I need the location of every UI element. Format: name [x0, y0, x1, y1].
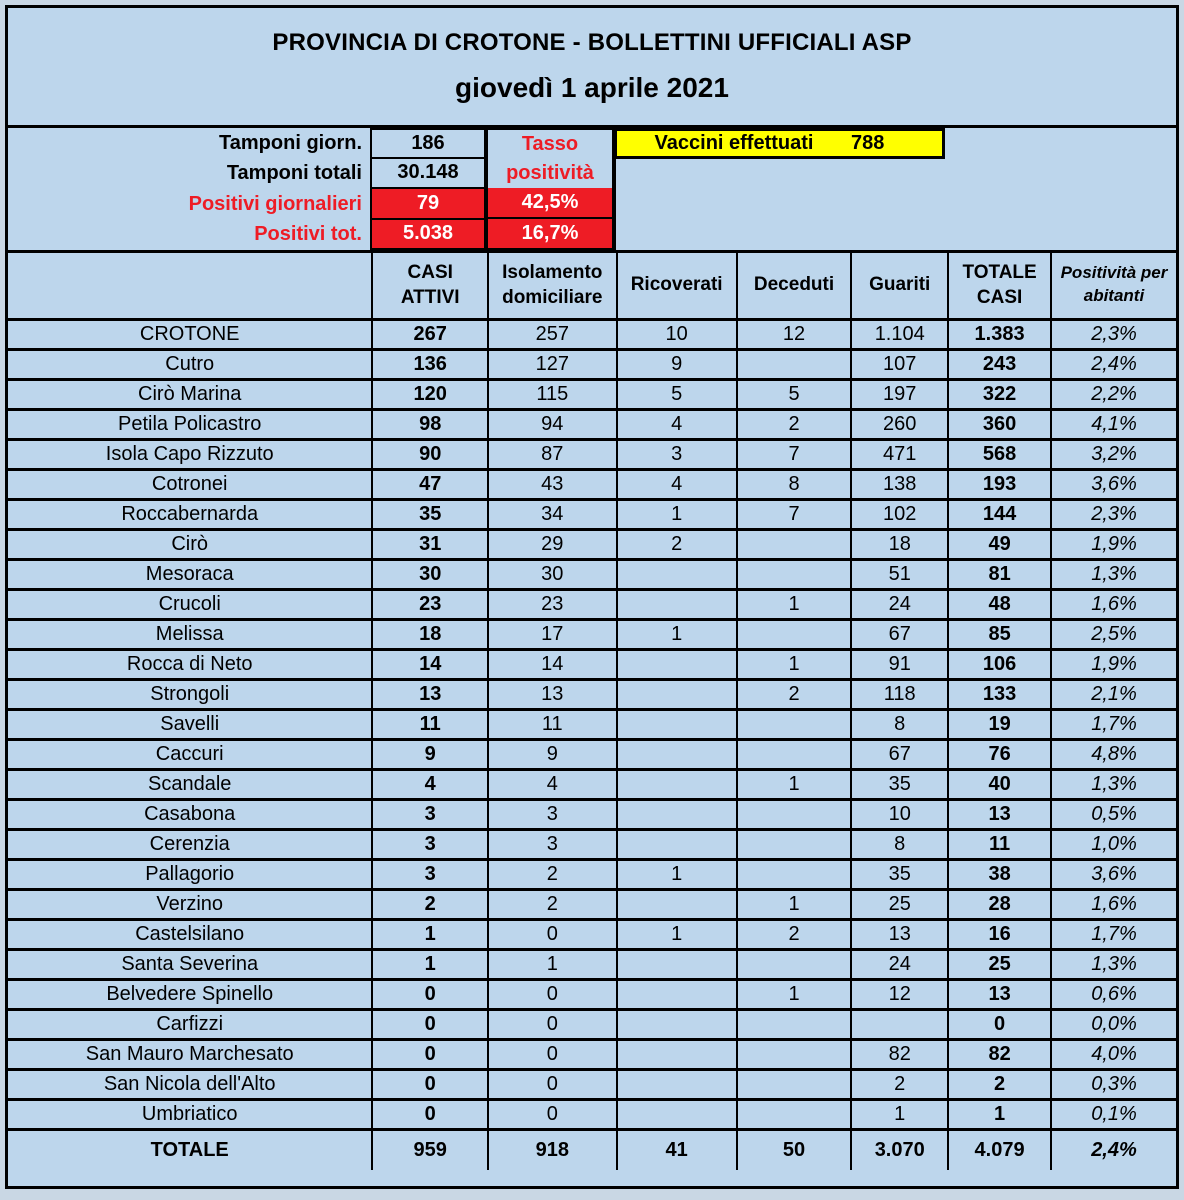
- data-cell: 8: [851, 829, 948, 859]
- municipality-name: Strongoli: [8, 679, 372, 709]
- data-cell: 19: [948, 709, 1051, 739]
- data-cell: 3: [372, 829, 488, 859]
- data-cell: [737, 949, 851, 979]
- municipality-name: Carfizzi: [8, 1009, 372, 1039]
- municipality-name: Cotronei: [8, 469, 372, 499]
- data-cell: [617, 769, 737, 799]
- data-cell: [617, 589, 737, 619]
- data-cell: [737, 859, 851, 889]
- municipality-name: San Nicola dell'Alto: [8, 1069, 372, 1099]
- table-row: [8, 529, 1176, 559]
- data-cell: 3: [488, 799, 616, 829]
- data-cell: 1,3%: [1051, 559, 1176, 589]
- data-cell: 197: [851, 379, 948, 409]
- municipality-name: Melissa: [8, 619, 372, 649]
- stats-block: [8, 125, 1176, 250]
- table-row: [8, 919, 1176, 949]
- data-cell: [617, 1099, 737, 1129]
- data-cell: 1: [617, 499, 737, 529]
- total-label: TOTALE: [8, 1129, 372, 1170]
- data-cell: 3: [488, 829, 616, 859]
- municipality-name: Cerenzia: [8, 829, 372, 859]
- data-cell: 2,3%: [1051, 319, 1176, 349]
- data-cell: 30: [488, 559, 616, 589]
- data-cell: 25: [948, 949, 1051, 979]
- data-cell: 8: [737, 469, 851, 499]
- data-cell: 1,6%: [1051, 589, 1176, 619]
- data-cell: 4: [372, 769, 488, 799]
- positivi-tot-label: Positivi tot.: [254, 223, 362, 246]
- tamponi-giorn-value: 186: [370, 128, 486, 159]
- data-cell: 76: [948, 739, 1051, 769]
- municipality-name: Isola Capo Rizzuto: [8, 439, 372, 469]
- table-header-row: [8, 253, 1176, 319]
- data-cell: 3,2%: [1051, 439, 1176, 469]
- data-cell: 9: [488, 739, 616, 769]
- data-cell: 87: [488, 439, 616, 469]
- data-cell: 1,6%: [1051, 889, 1176, 919]
- data-cell: 257: [488, 319, 616, 349]
- data-cell: 30: [372, 559, 488, 589]
- data-cell: 133: [948, 679, 1051, 709]
- data-cell: 91: [851, 649, 948, 679]
- data-cell: 16: [948, 919, 1051, 949]
- data-cell: [737, 709, 851, 739]
- table-row: [8, 649, 1176, 679]
- data-cell: [737, 799, 851, 829]
- data-cell: 8: [851, 709, 948, 739]
- data-cell: 0,0%: [1051, 1009, 1176, 1039]
- data-cell: 115: [488, 379, 616, 409]
- column-header-positivita: Positività per abitanti: [1051, 253, 1176, 319]
- tasso-totale-value: 16,7%: [488, 217, 612, 248]
- table-row: [8, 409, 1176, 439]
- data-cell: [617, 979, 737, 1009]
- data-cell: 0: [948, 1009, 1051, 1039]
- vaccini-box: [614, 128, 945, 159]
- data-cell: 3: [372, 799, 488, 829]
- table-row: [8, 589, 1176, 619]
- total-deceduti: 50: [737, 1129, 851, 1170]
- data-cell: 4: [617, 469, 737, 499]
- municipality-name: Savelli: [8, 709, 372, 739]
- total-positivita: 2,4%: [1051, 1129, 1176, 1170]
- total-ricoverati: 41: [617, 1129, 737, 1170]
- data-cell: 2: [737, 409, 851, 439]
- table-row: [8, 469, 1176, 499]
- data-cell: 267: [372, 319, 488, 349]
- data-cell: 243: [948, 349, 1051, 379]
- data-cell: 1: [737, 889, 851, 919]
- positivi-giornalieri-value: 79: [370, 187, 486, 220]
- data-cell: 35: [851, 859, 948, 889]
- data-cell: [737, 739, 851, 769]
- table-row: [8, 379, 1176, 409]
- column-header-guariti: Guariti: [851, 253, 948, 319]
- municipality-name: Crucoli: [8, 589, 372, 619]
- data-cell: 0: [488, 1009, 616, 1039]
- municipality-name: CROTONE: [8, 319, 372, 349]
- data-cell: [617, 739, 737, 769]
- municipality-name: Verzino: [8, 889, 372, 919]
- data-cell: 12: [851, 979, 948, 1009]
- data-cell: 14: [372, 649, 488, 679]
- data-cell: 2,1%: [1051, 679, 1176, 709]
- data-cell: 18: [372, 619, 488, 649]
- data-cell: 11: [948, 829, 1051, 859]
- data-cell: 2,3%: [1051, 499, 1176, 529]
- positivi-tot-value: 5.038: [370, 218, 486, 251]
- bulletin-date: giovedì 1 aprile 2021: [455, 72, 729, 103]
- column-header-ricoverati: Ricoverati: [617, 253, 737, 319]
- data-cell: 0: [372, 1009, 488, 1039]
- data-cell: 2: [488, 859, 616, 889]
- municipality-name: Santa Severina: [8, 949, 372, 979]
- municipality-name: Mesoraca: [8, 559, 372, 589]
- data-cell: 13: [488, 679, 616, 709]
- data-cell: 17: [488, 619, 616, 649]
- table-row: [8, 799, 1176, 829]
- data-cell: [737, 619, 851, 649]
- data-cell: 67: [851, 619, 948, 649]
- data-cell: 10: [851, 799, 948, 829]
- table-row: [8, 739, 1176, 769]
- table-row: [8, 319, 1176, 349]
- municipality-name: Pallagorio: [8, 859, 372, 889]
- data-cell: 144: [948, 499, 1051, 529]
- data-cell: 1: [617, 859, 737, 889]
- cases-table-wrap: [8, 250, 1176, 1170]
- municipality-name: Belvedere Spinello: [8, 979, 372, 1009]
- data-cell: 1: [617, 619, 737, 649]
- data-cell: 107: [851, 349, 948, 379]
- tasso-label-line1: Tasso: [521, 133, 579, 155]
- table-row: [8, 439, 1176, 469]
- table-header: [8, 253, 1176, 319]
- municipality-name: Casabona: [8, 799, 372, 829]
- data-cell: 40: [948, 769, 1051, 799]
- tasso-label-line2: positività: [506, 162, 594, 184]
- data-cell: [617, 1039, 737, 1069]
- data-cell: [737, 829, 851, 859]
- data-cell: 1,3%: [1051, 769, 1176, 799]
- data-cell: 34: [488, 499, 616, 529]
- data-cell: [617, 709, 737, 739]
- data-cell: [617, 559, 737, 589]
- table-row: [8, 949, 1176, 979]
- data-cell: 260: [851, 409, 948, 439]
- data-cell: 31: [372, 529, 488, 559]
- data-cell: 0: [372, 1039, 488, 1069]
- data-cell: 0: [488, 1039, 616, 1069]
- data-cell: [737, 1009, 851, 1039]
- data-cell: 5: [737, 379, 851, 409]
- municipality-name: Castelsilano: [8, 919, 372, 949]
- data-cell: 35: [851, 769, 948, 799]
- table-row: [8, 709, 1176, 739]
- data-cell: 2: [948, 1069, 1051, 1099]
- total-row: [8, 1129, 1176, 1170]
- data-cell: 2: [488, 889, 616, 919]
- data-cell: 0,3%: [1051, 1069, 1176, 1099]
- column-header-deceduti: Deceduti: [737, 253, 851, 319]
- data-cell: 10: [617, 319, 737, 349]
- data-cell: 51: [851, 559, 948, 589]
- data-cell: 82: [948, 1039, 1051, 1069]
- data-cell: 3: [617, 439, 737, 469]
- data-cell: 13: [851, 919, 948, 949]
- data-cell: 13: [948, 979, 1051, 1009]
- cases-table: [8, 253, 1176, 1170]
- municipality-name: Umbriatico: [8, 1099, 372, 1129]
- municipality-name: Petila Policastro: [8, 409, 372, 439]
- municipality-name: Caccuri: [8, 739, 372, 769]
- bulletin-title: PROVINCIA DI CROTONE - BOLLETTINI UFFICIALI ASP: [272, 29, 912, 56]
- data-cell: 4,1%: [1051, 409, 1176, 439]
- data-cell: 13: [372, 679, 488, 709]
- data-cell: 12: [737, 319, 851, 349]
- data-cell: 102: [851, 499, 948, 529]
- data-cell: [617, 829, 737, 859]
- data-cell: 2: [737, 679, 851, 709]
- data-cell: 568: [948, 439, 1051, 469]
- table-row: [8, 349, 1176, 379]
- data-cell: [851, 1009, 948, 1039]
- municipality-name: Cutro: [8, 349, 372, 379]
- data-cell: 82: [851, 1039, 948, 1069]
- data-cell: 193: [948, 469, 1051, 499]
- data-cell: [737, 559, 851, 589]
- stats-divider: [614, 159, 945, 251]
- data-cell: 11: [488, 709, 616, 739]
- vaccini-label: Vaccini effettuati: [654, 131, 814, 154]
- data-cell: 471: [851, 439, 948, 469]
- total-guariti: 3.070: [851, 1129, 948, 1170]
- data-cell: 48: [948, 589, 1051, 619]
- data-cell: 1: [737, 769, 851, 799]
- data-cell: 9: [617, 349, 737, 379]
- data-cell: [617, 649, 737, 679]
- tamponi-giorn-label: Tamponi giorn.: [219, 131, 362, 154]
- data-cell: 7: [737, 439, 851, 469]
- data-cell: [737, 1099, 851, 1129]
- data-cell: 47: [372, 469, 488, 499]
- data-cell: 3,6%: [1051, 469, 1176, 499]
- table-row: [8, 1009, 1176, 1039]
- municipality-name: Roccabernarda: [8, 499, 372, 529]
- municipality-name: Cirò: [8, 529, 372, 559]
- data-cell: 1: [617, 919, 737, 949]
- data-cell: 23: [488, 589, 616, 619]
- data-cell: [617, 949, 737, 979]
- data-cell: 5: [617, 379, 737, 409]
- data-cell: 1: [372, 919, 488, 949]
- data-cell: 24: [851, 589, 948, 619]
- data-cell: 138: [851, 469, 948, 499]
- data-cell: 4: [617, 409, 737, 439]
- data-cell: 127: [488, 349, 616, 379]
- data-cell: 11: [372, 709, 488, 739]
- data-cell: 2,4%: [1051, 349, 1176, 379]
- data-cell: 25: [851, 889, 948, 919]
- table-row: [8, 769, 1176, 799]
- data-cell: 0: [488, 1099, 616, 1129]
- data-cell: 0: [488, 979, 616, 1009]
- total-isolamento: 918: [488, 1129, 616, 1170]
- data-cell: [737, 529, 851, 559]
- data-cell: 24: [851, 949, 948, 979]
- data-cell: 90: [372, 439, 488, 469]
- table-row: [8, 559, 1176, 589]
- tasso-positivita-box: [486, 128, 614, 250]
- data-cell: 29: [488, 529, 616, 559]
- table-footer: [8, 1129, 1176, 1170]
- data-cell: 98: [372, 409, 488, 439]
- data-cell: 136: [372, 349, 488, 379]
- data-cell: 118: [851, 679, 948, 709]
- data-cell: 0: [372, 979, 488, 1009]
- data-cell: 38: [948, 859, 1051, 889]
- data-cell: 1: [737, 979, 851, 1009]
- data-cell: [617, 799, 737, 829]
- data-cell: 2,2%: [1051, 379, 1176, 409]
- data-cell: 2: [851, 1069, 948, 1099]
- municipality-name: Scandale: [8, 769, 372, 799]
- tamponi-totali-value: 30.148: [370, 157, 486, 190]
- bulletin-frame: [5, 5, 1179, 1189]
- table-row: [8, 679, 1176, 709]
- column-header-isolamento: Isolamento domiciliare: [488, 253, 616, 319]
- data-cell: 49: [948, 529, 1051, 559]
- table-row: [8, 859, 1176, 889]
- data-cell: 2: [617, 529, 737, 559]
- data-cell: 28: [948, 889, 1051, 919]
- data-cell: 94: [488, 409, 616, 439]
- table-body: [8, 319, 1176, 1129]
- vaccini-value: 788: [851, 131, 885, 154]
- data-cell: 1,9%: [1051, 529, 1176, 559]
- data-cell: 1,7%: [1051, 709, 1176, 739]
- data-cell: 1: [372, 949, 488, 979]
- data-cell: [617, 889, 737, 919]
- data-cell: 0: [372, 1099, 488, 1129]
- data-cell: 1,7%: [1051, 919, 1176, 949]
- data-cell: 2: [372, 889, 488, 919]
- data-cell: 67: [851, 739, 948, 769]
- data-cell: 3: [372, 859, 488, 889]
- data-cell: 1: [737, 649, 851, 679]
- data-cell: 1,0%: [1051, 829, 1176, 859]
- data-cell: 1.383: [948, 319, 1051, 349]
- data-cell: 106: [948, 649, 1051, 679]
- data-cell: 7: [737, 499, 851, 529]
- data-cell: 18: [851, 529, 948, 559]
- tasso-giornaliero-value: 42,5%: [488, 188, 612, 217]
- data-cell: 0: [488, 1069, 616, 1099]
- data-cell: 13: [948, 799, 1051, 829]
- data-cell: 43: [488, 469, 616, 499]
- data-cell: 4,8%: [1051, 739, 1176, 769]
- data-cell: 1: [851, 1099, 948, 1129]
- column-header-municipality: [8, 253, 372, 319]
- municipality-name: San Mauro Marchesato: [8, 1039, 372, 1069]
- total-totale-casi: 4.079: [948, 1129, 1051, 1170]
- data-cell: 85: [948, 619, 1051, 649]
- data-cell: 14: [488, 649, 616, 679]
- positivi-giornalieri-label: Positivi giornalieri: [188, 192, 362, 215]
- table-row: [8, 1039, 1176, 1069]
- data-cell: [737, 1069, 851, 1099]
- data-cell: 4: [488, 769, 616, 799]
- column-header-casi-attivi: CASI ATTIVI: [372, 253, 488, 319]
- tamponi-totali-label: Tamponi totali: [226, 162, 362, 185]
- data-cell: 0: [372, 1069, 488, 1099]
- data-cell: 1.104: [851, 319, 948, 349]
- data-cell: 2,5%: [1051, 619, 1176, 649]
- title-block: [8, 8, 1176, 125]
- tasso-positivita-label: [488, 130, 612, 188]
- table-row: [8, 829, 1176, 859]
- data-cell: 322: [948, 379, 1051, 409]
- data-cell: 2: [737, 919, 851, 949]
- data-cell: 1: [948, 1099, 1051, 1129]
- data-cell: 35: [372, 499, 488, 529]
- table-row: [8, 979, 1176, 1009]
- data-cell: 3,6%: [1051, 859, 1176, 889]
- table-row: [8, 1069, 1176, 1099]
- data-cell: 0,6%: [1051, 979, 1176, 1009]
- data-cell: [617, 1069, 737, 1099]
- municipality-name: Rocca di Neto: [8, 649, 372, 679]
- municipality-name: Cirò Marina: [8, 379, 372, 409]
- data-cell: 1,9%: [1051, 649, 1176, 679]
- data-cell: [737, 1039, 851, 1069]
- data-cell: 9: [372, 739, 488, 769]
- data-cell: 120: [372, 379, 488, 409]
- data-cell: 0,1%: [1051, 1099, 1176, 1129]
- table-row: [8, 889, 1176, 919]
- data-cell: 23: [372, 589, 488, 619]
- data-cell: [737, 349, 851, 379]
- column-header-totale-casi: TOTALE CASI: [948, 253, 1051, 319]
- data-cell: 360: [948, 409, 1051, 439]
- data-cell: 4,0%: [1051, 1039, 1176, 1069]
- table-row: [8, 1099, 1176, 1129]
- table-row: [8, 499, 1176, 529]
- data-cell: 0: [488, 919, 616, 949]
- total-casi-attivi: 959: [372, 1129, 488, 1170]
- table-row: [8, 619, 1176, 649]
- data-cell: 0,5%: [1051, 799, 1176, 829]
- data-cell: 1,3%: [1051, 949, 1176, 979]
- data-cell: [617, 679, 737, 709]
- data-cell: 1: [488, 949, 616, 979]
- data-cell: 1: [737, 589, 851, 619]
- data-cell: [617, 1009, 737, 1039]
- data-cell: 81: [948, 559, 1051, 589]
